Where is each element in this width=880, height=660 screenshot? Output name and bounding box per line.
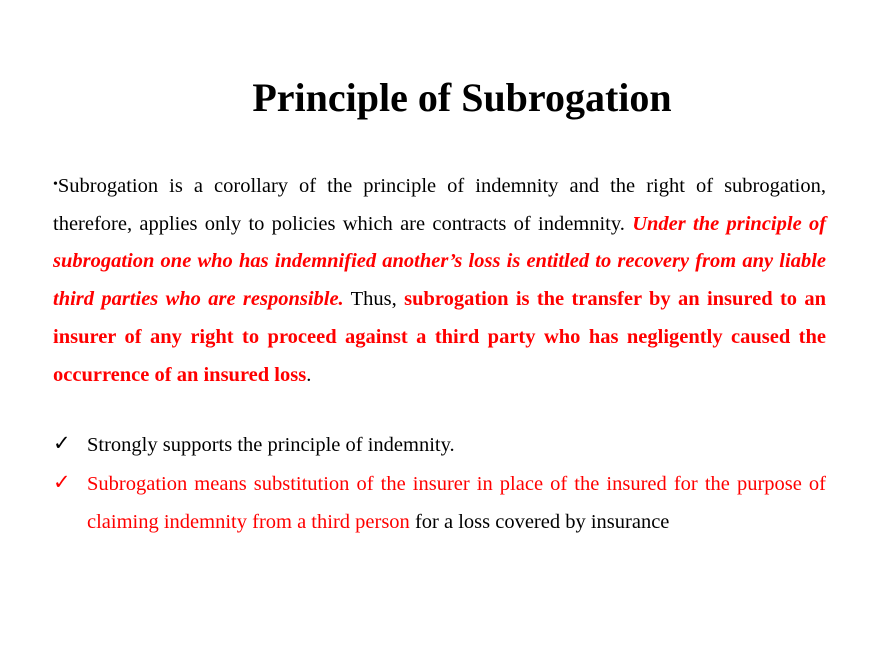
checkmark-icon: ✓ [53,470,71,494]
slide-title: Principle of Subrogation [252,75,672,120]
checklist-item-text [87,466,826,541]
paragraph-end-punct: . [306,363,312,386]
paragraph-intro: Subrogation is a corollary of the principle of indemnity and the right of subrogation, therefore, applies only to policies which are contracts of indemnity. [53,175,826,235]
paragraph-connector: Thus, [350,288,397,311]
paragraph-emphasis-italic: Under the principle of subrogation one who has indemnified another’s loss is entitled to recovery from any liable third parties who are responsible. [53,212,827,311]
checklist-item [53,466,826,541]
checklist-item-text: Strongly supports the principle of indemnity. [87,434,455,456]
checklist-item [53,427,826,465]
bullet-icon: • [53,177,58,192]
paragraph-emphasis-bold: subrogation is the transfer by an insured to an insurer of any right to proceed against a third party who has negligently caused the occurrence of an insured loss [53,288,827,386]
checklist-item-text-red: Subrogation means substitution of the insurer in place of the insured for the purpose of claiming indemnity from a third person [87,473,826,533]
checkmark-icon: ✓ [53,431,71,455]
checklist-item-text-black: for a loss covered by insurance [414,510,670,533]
body-paragraph [53,166,826,394]
